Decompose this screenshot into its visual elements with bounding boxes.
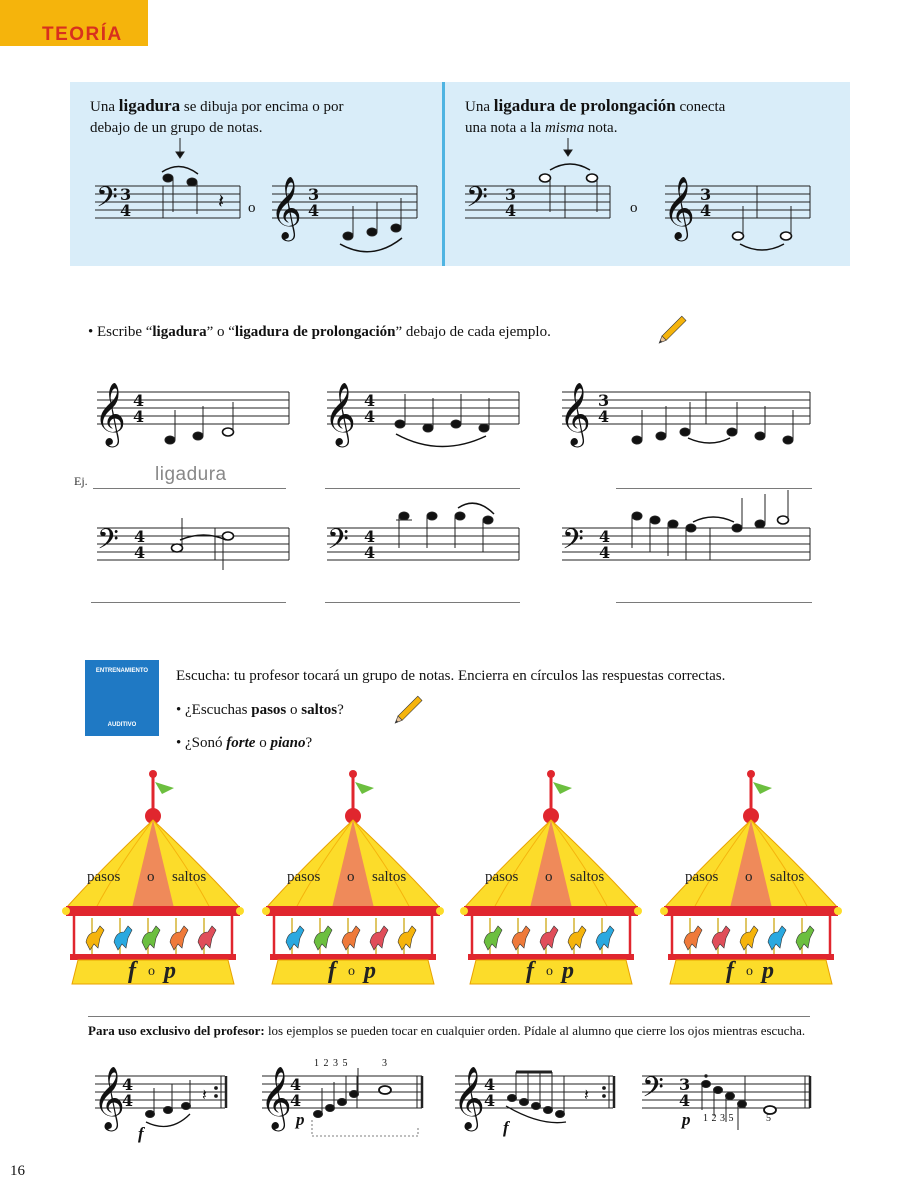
tie-term: ligadura de prolongación (493, 96, 676, 115)
page-number: 16 (10, 1163, 25, 1179)
example-answer: ligadura (155, 464, 227, 485)
svg-text:𝄢: 𝄢 (642, 1071, 664, 1111)
svg-text:4: 4 (122, 1075, 134, 1094)
exercise-staff-5 (327, 503, 519, 563)
svg-text:4: 4 (364, 407, 376, 426)
svg-text:3: 3 (308, 185, 320, 204)
answer-line-1[interactable] (93, 488, 286, 489)
or-word-right: o (630, 200, 638, 216)
svg-text:4: 4 (679, 1091, 691, 1110)
pencil-icon (393, 696, 422, 725)
svg-text:4: 4 (700, 201, 712, 220)
svg-text:3: 3 (679, 1075, 691, 1094)
staff-bass-slur-example (95, 138, 240, 221)
answer-line-5[interactable] (325, 602, 520, 603)
svg-text:3: 3 (505, 185, 517, 204)
carousel-4-or: o (745, 869, 753, 885)
dynamic-2: p (296, 1110, 305, 1129)
svg-text:4: 4 (484, 1091, 496, 1110)
teacher-divider (88, 1016, 810, 1017)
svg-text:𝄽: 𝄽 (218, 189, 225, 213)
tie-emphasis: misma (544, 120, 585, 136)
carousel-1-dyn-or: o (148, 964, 155, 979)
q1-option-b: saltos (301, 702, 338, 718)
carousel-2-option-forte[interactable]: f (328, 958, 336, 984)
tie-def-text: conecta (679, 99, 726, 115)
q2-or: o (259, 735, 267, 751)
q1-text: • ¿Escuchas (176, 702, 248, 718)
staff-bass-tie-example (465, 138, 610, 221)
dynamic-1: f (138, 1124, 144, 1143)
carousel-4-dyn-or: o (746, 964, 753, 979)
carousel-1-option-forte[interactable]: f (128, 958, 136, 984)
instr-term: ligadura de prolongación (234, 324, 396, 340)
bass-clef-icon: 𝄢 (96, 181, 118, 221)
carousel-4-option-saltos[interactable]: saltos (770, 869, 805, 885)
ear-training-badge (85, 660, 159, 736)
exercise-staff-1 (94, 382, 289, 448)
svg-text:3: 3 (700, 185, 712, 204)
instr-text: ” o “ (206, 324, 235, 340)
carousel-1-option-piano[interactable]: p (164, 958, 176, 984)
bass-clef-icon: 𝄢 (466, 181, 488, 221)
svg-text:𝄞: 𝄞 (260, 1066, 292, 1129)
q2-text: • ¿Sonó (176, 735, 223, 751)
svg-text:3: 3 (120, 185, 132, 204)
fingering-4b: 5 (766, 1113, 771, 1124)
fingering-2b: 3 (382, 1058, 387, 1069)
instr-text: • Escribe “ (88, 324, 153, 340)
exercise-instruction (88, 324, 688, 341)
teacher-note-label: Para uso exclusivo del profesor: (88, 1023, 265, 1038)
carousel-1-or: o (147, 869, 155, 885)
tie-def-text: una nota a la (465, 120, 542, 136)
badge-line-2: AUDITIVO (107, 722, 137, 728)
carousel-2-option-pasos[interactable]: pasos (287, 869, 321, 885)
fingering-2: 1 2 3 5 (314, 1058, 348, 1069)
slur-def-text: se dibuja por encima o por (183, 99, 344, 115)
carousel-4-option-pasos[interactable]: pasos (685, 869, 719, 885)
exercise-staff-2 (324, 382, 519, 448)
svg-text:4: 4 (308, 201, 320, 220)
svg-text:4: 4 (364, 391, 376, 410)
tie-def-text: nota. (587, 120, 618, 136)
carousel-3-or: o (545, 869, 553, 885)
svg-text:4: 4 (599, 527, 611, 546)
svg-text:𝄽: 𝄽 (584, 1085, 589, 1104)
svg-text:4: 4 (484, 1075, 496, 1094)
slur-def-text: debajo de un grupo de notas. (90, 120, 263, 136)
example-label: Ej. (74, 474, 88, 488)
answer-line-6[interactable] (616, 602, 812, 603)
svg-text:𝄞: 𝄞 (559, 382, 591, 445)
teacher-staff-2 (260, 1066, 422, 1136)
svg-text:𝄢: 𝄢 (327, 523, 349, 563)
instr-text: ” debajo de cada ejemplo. (395, 324, 551, 340)
svg-text:4: 4 (290, 1075, 302, 1094)
svg-text:4: 4 (364, 543, 376, 562)
svg-text:4: 4 (364, 527, 376, 546)
or-word-left: o (248, 200, 256, 216)
question-steps-or-skips (176, 702, 344, 719)
carousel-3-option-pasos[interactable]: pasos (485, 869, 519, 885)
q2-option-b: piano (270, 735, 306, 751)
svg-text:𝄢: 𝄢 (562, 523, 584, 563)
dynamic-3: f (503, 1118, 509, 1137)
badge-line-1: ENTRENAMIENTO (95, 668, 149, 674)
ear-training-instruction: Escucha: tu profesor tocará un grupo de notas. Encierra en círculos las respuestas correctas. (176, 668, 726, 684)
carousel-3-dyn-or: o (546, 964, 553, 979)
q2-suffix: ? (305, 735, 313, 751)
carousel-3-option-forte[interactable]: f (526, 958, 534, 984)
carousel-1-option-pasos[interactable]: pasos (87, 869, 121, 885)
svg-text:4: 4 (120, 201, 132, 220)
carousel-4-option-piano[interactable]: p (762, 958, 774, 984)
section-tab-label: TEORÍA (42, 24, 123, 45)
instr-term: ligadura (152, 324, 207, 340)
exercise-staff-3 (559, 382, 900, 448)
q1-or: o (290, 702, 298, 718)
svg-text:𝄽: 𝄽 (202, 1085, 207, 1104)
carousel-1-option-saltos[interactable]: saltos (172, 869, 207, 885)
fingering-4: 1 2 3 5 (703, 1113, 734, 1124)
teacher-staff-3 (453, 1066, 614, 1132)
q1-suffix: ? (337, 702, 344, 718)
exercise-staff-6 (562, 490, 810, 563)
svg-text:4: 4 (122, 1091, 134, 1110)
teacher-note (88, 1021, 810, 1041)
svg-text:4: 4 (133, 391, 145, 410)
answer-line-3[interactable] (616, 488, 812, 489)
svg-text:4: 4 (134, 527, 146, 546)
svg-text:4: 4 (599, 543, 611, 562)
q1-option-a: pasos (251, 702, 287, 718)
svg-text:4: 4 (134, 543, 146, 562)
answer-line-2[interactable] (325, 488, 520, 489)
svg-text:𝄞: 𝄞 (94, 382, 126, 445)
carousel-2-option-saltos[interactable]: saltos (372, 869, 407, 885)
carousel-4-option-forte[interactable]: f (726, 958, 734, 984)
teacher-staff-1 (93, 1066, 226, 1132)
carousel-3-option-piano[interactable]: p (562, 958, 574, 984)
answer-line-4[interactable] (91, 602, 286, 603)
svg-text:𝄢: 𝄢 (97, 523, 119, 563)
dynamic-4: p (682, 1110, 691, 1129)
svg-text:𝄞: 𝄞 (93, 1066, 125, 1129)
exercise-staff-4 (97, 518, 289, 570)
carousel-3-option-saltos[interactable]: saltos (570, 869, 605, 885)
staff-treble-slur-example (270, 176, 417, 252)
svg-text:4: 4 (290, 1091, 302, 1110)
svg-text:4: 4 (598, 407, 610, 426)
carousel-2-or: o (347, 869, 355, 885)
slur-def-text: Una (90, 99, 115, 115)
svg-text:3: 3 (598, 391, 610, 410)
tie-def-text: Una (465, 99, 490, 115)
teacher-note-text: los ejemplos se pueden tocar en cualquier orden. Pídale al alumno que cierre los ojos mientras escucha. (267, 1023, 806, 1038)
treble-clef-icon: 𝄞 (663, 176, 695, 239)
svg-text:4: 4 (133, 407, 145, 426)
carousel-2-option-piano[interactable]: p (364, 958, 376, 984)
q2-option-a: forte (226, 735, 256, 751)
svg-text:4: 4 (505, 201, 517, 220)
question-forte-or-piano (176, 735, 312, 752)
carousel-2-dyn-or: o (348, 964, 355, 979)
svg-text:𝄞: 𝄞 (324, 382, 356, 445)
svg-text:𝄞: 𝄞 (453, 1066, 485, 1129)
slur-term: ligadura (118, 96, 181, 115)
staff-treble-tie-example (663, 176, 810, 250)
treble-clef-icon: 𝄞 (270, 176, 302, 239)
